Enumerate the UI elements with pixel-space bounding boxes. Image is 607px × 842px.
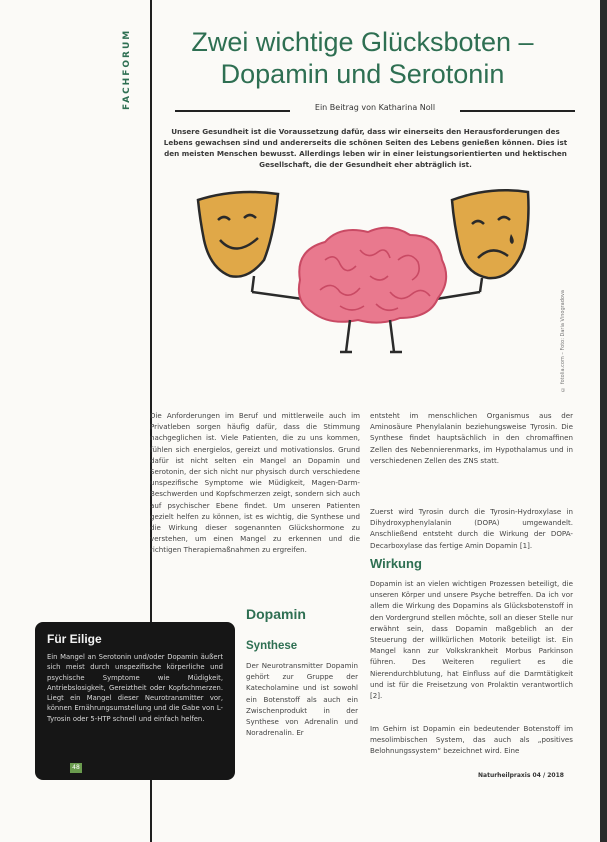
author-rule-left	[175, 110, 290, 112]
synthese-heading: Synthese	[246, 640, 298, 652]
image-credit: © fotolia.com – Foto: Daria Vinogradova	[560, 290, 566, 392]
summary-box	[35, 622, 235, 780]
summary-box-text: Ein Mangel an Serotonin und/oder Dopamin äußert sich meist durch unspezifische körperliche und psychische Symptome wie Müdigkeit, Antriebslosigkeit, Gereiztheit oder Kopfschmerzen. Liegt ein Mangel dieser Neurotransmitter vor, können Ernährungsumstellung und die Gabe von L-Tyrosin oder 5-HTP schnell und einfach helfen.	[47, 653, 223, 723]
dopamin-heading: Dopamin	[246, 606, 306, 622]
summary-box-title: Für Eilige	[47, 632, 102, 646]
body-column-2-para-2: Zuerst wird Tyrosin durch die Tyrosin-Hydroxylase in Dihydroxyphenylalanin (DOPA) umgewandelt. Anschließend entsteht durch die Wirkung der DOPA-Decarboxylase das fertige Amin Dopamin [1].	[370, 507, 573, 550]
footer-issue: Naturheilpraxis 04 / 2018	[478, 772, 564, 779]
page-number: 48	[70, 763, 82, 773]
author-rule-right	[460, 110, 575, 112]
synthese-paragraph: Der Neurotransmitter Dopamin gehört zur Gruppe der Katecholamine und ist sowohl ein Botenstoff als auch ein Zwischenprodukt in der Synthese von Adrenalin und Noradrenalin. Er	[246, 661, 358, 738]
wirkung-heading: Wirkung	[370, 556, 422, 571]
brain-icon	[299, 228, 446, 352]
author-byline: Ein Beitrag von Katharina Noll	[314, 103, 436, 112]
section-label: FACHFORUM	[122, 28, 132, 110]
author-line	[175, 103, 575, 117]
body-column-1: Die Anforderungen im Beruf und mittlerweile auch im Privatleben sorgen häufig dafür, dass die Stimmung nachgeglichen ist. Viele Patienten, die zu uns kommen, fühlen sich energielos, gereizt und motivationslos. Grund dafür ist nicht selten ein Mangel an Dopamin und Serotonin, der sich nicht nur physisch durch verschiedene unspezifische Symptome wie Müdigkeit, Magen-Darm-Beschwerden und Kopfschmerzen zeigt, sondern sich auch auf psychischer Ebene findet. Um unseren Patienten gezielt helfen zu können, ist es wichtig, die Synthese und die Wirkung dieser sogenannten Glückshormone zu verstehen, um einen Mangel zu erkennen und die richtigen Therapiemaßnahmen zu ergreifen.	[150, 411, 360, 555]
wirkung-paragraph: Dopamin ist an vielen wichtigen Prozessen beteiligt, die unseren Körper und unsere Psyche betreffen. Da ich vor allem die Wirkung des Dopamins als Glücksbotenstoff in den Vordergrund stellen möchte, soll an dieser Stelle nur erwähnt sein, dass Dopamin maßgeblich an der Steuerung der willkürlichen Motorik beteiligt ist. Ein Mangel kann zur Volkskrankheit Morbus Parkinson führen. Des Weiteren reguliert es die Nierendurchblutung, hat Einfluss auf die Darmtätigkeit und ist für die Freisetzung von Prolaktin verantwortlich [2].	[370, 579, 573, 701]
body-column-2-para-1: entsteht im menschlichen Organismus aus der Aminosäure Phenylalanin beziehungsweise Tyrosin. Die Synthese findet hauptsächlich in den chromaffinen Zellen des Nebennierenmarks, im Hypothalamus und in verschiedenen Zellen des ZNS statt.	[370, 411, 573, 465]
happy-mask-icon	[198, 192, 278, 292]
sad-mask-icon	[452, 190, 529, 292]
wirkung-paragraph-2: Im Gehirn ist Dopamin ein bedeutender Botenstoff im mesolimbischen System, das auch als „positives Belohnungssystem“ bezeichnet wird. Eine	[370, 724, 573, 756]
scan-edge	[600, 0, 607, 842]
brain-masks-illustration	[190, 180, 570, 400]
article-title: Zwei wichtige Glücksboten – Dopamin und Serotonin	[191, 27, 534, 89]
intro-paragraph: Unsere Gesundheit ist die Voraussetzung dafür, dass wir einerseits den Herausforderungen des Lebens gewachsen sind und andererseits die schönen Seiten des Lebens genießen können. Dies ist den meisten Menschen bewusst. Allerdings leben wir in einer leistungsorientierten und hektischen Gesellschaft, die der Gesundheit eher abträglich ist.	[163, 127, 568, 169]
